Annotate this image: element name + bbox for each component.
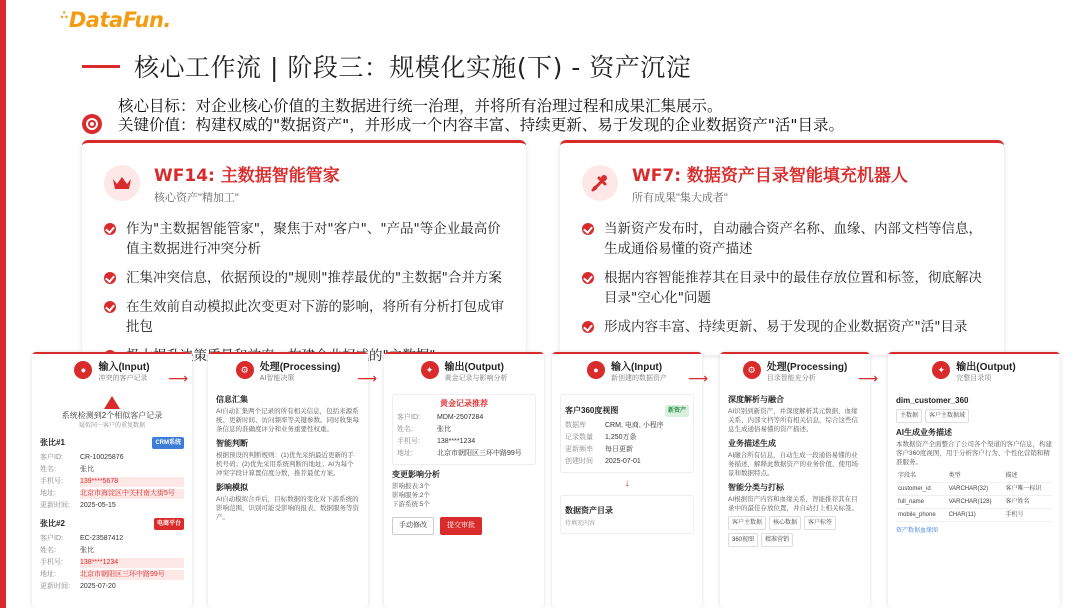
record-row [40,500,184,512]
panel-subtitle: 完整目录项 [956,374,992,382]
field-value: 每日更新 [605,446,633,453]
field-value: 138****1234 [80,558,184,568]
field-value: 张比 [80,547,94,554]
record-title [40,437,184,449]
page-title-row [82,48,691,84]
bullet-item [104,219,512,259]
record-row [40,533,184,545]
wf7-bullets [560,205,1004,337]
table-row [896,496,1052,509]
new-asset-badge: 新资产 [665,405,689,417]
arrow-icon: ⟶ [357,370,378,386]
check-icon [582,223,594,235]
panel-subtitle: 新创建的数据资产 [611,374,667,382]
down-arrow-icon: ↓ [624,478,630,489]
table-cell: customer_id [896,483,947,496]
field-label: 数据库 [565,422,586,429]
step-title: 业务描述生成 [728,439,776,448]
field-value: 139****5678 [80,477,184,487]
output-icon: ✦ [932,361,950,379]
tag-chip[interactable]: 客户主数据域 [925,409,969,423]
table-cell: VARCHAR(32) [947,483,1004,496]
conflict-warning [40,396,184,409]
field-value: 张比 [437,426,451,433]
title-dash [82,65,120,68]
field-value: 北京市朝阳区三环中路99号 [80,570,184,580]
impact-list [392,482,536,509]
asset-row [565,432,689,444]
left-input-panel [32,352,192,608]
dim-table-name: dim_customer_360 [896,396,969,405]
check-icon [104,223,116,235]
table-cell: mobile_phone [896,509,947,522]
target-icon [82,114,102,134]
bullet-item [582,317,990,337]
field-label: 更新频率 [565,446,593,453]
lineage-link[interactable]: 资产数据血缘图 [896,528,939,534]
source-badge: CRM系统 [152,437,184,449]
bullet-text: 汇集冲突信息，依据预设的"规则"推荐最优的"主数据"合并方案 [126,270,502,286]
field-label: 客户ID: [40,535,63,542]
golden-record-title: 黄金记录推荐 [440,399,488,408]
golden-row [397,412,531,424]
wf14-subtitle: 核心资产"精加工" [154,192,239,204]
page-title: 核心工作流 | 阶段三：规模化实施(下) - 资产沉淀 [134,53,692,82]
step-text: AI自动模拟合并后，目标数据的变化对下游系统的影响范围，识别可能受影响的报表、数据服务等资产。 [216,496,359,521]
record-row [40,581,184,593]
arrow-icon: ⟶ [168,370,189,386]
table-cell: CHAR(11) [947,509,1004,522]
panel-title: 处理(Processing) [259,361,341,373]
bullet-text: 当新资产发布时，自动融合资产名称、血缘、内部文档等信息，生成通俗易懂的资产描述 [604,221,982,257]
table-cell: full_name [896,496,947,509]
field-label: 手机号: [40,478,63,485]
processing-steps [728,395,862,513]
tag-chip[interactable]: 客户标签 [804,516,836,530]
wf14-card [82,140,526,355]
record-row [40,452,184,464]
bullet-text: 形成内容丰富、持续更新、易于发现的企业数据资产"活"目录 [604,319,968,335]
step-title: 信息汇集 [216,395,248,404]
tag-chip[interactable]: 主数据 [896,409,922,423]
table-cell: 客户姓名 [1003,496,1052,509]
field-label: 手机号: [40,559,63,566]
field-value: EC-23587412 [80,535,124,542]
field-label: 更新时间: [40,502,70,509]
field-label: 手机号: [397,438,420,445]
tag-chip[interactable]: 精准营销 [761,533,793,547]
golden-row [397,424,531,436]
record-name: 张比#1 [40,438,65,447]
field-value: MDM-2507284 [437,414,484,421]
field-label: 地址: [397,450,413,457]
tag-chip[interactable]: 360视图 [728,533,758,547]
bullet-text: 根据内容智能推荐其在目录中的最佳存放位置和标签，彻底解决目录"空心化"问题 [604,270,982,306]
input-icon: ● [587,361,605,379]
field-label: 姓名: [40,466,56,473]
bullet-item [582,268,990,308]
recommended-tags [728,516,862,547]
field-value: 2025-07-01 [605,458,641,465]
record-row [40,464,184,476]
bullet-item [104,297,512,337]
step-text: 根据预设的判断规则：(1)优先采纳最近更新的手机号码；(2)优先采用系统判断的地址；AI为每个冲突字段计算置信度分数，推荐最优方案。 [216,452,354,477]
tag-chip[interactable]: 客户主数据 [728,516,766,530]
asset-row [565,444,689,456]
field-label: 更新时间: [40,583,70,590]
table-cell: VARCHAR(128) [947,496,1004,509]
bullet-item [582,219,990,259]
asset-row [565,420,689,432]
arrow-icon: ⟶ [688,370,709,386]
field-value: CRM, 电商, 小程序 [605,422,664,429]
step-title: 智能分类与打标 [728,483,784,492]
impact-item: 影响服务:2个 [392,492,430,499]
left-output-panel [384,352,544,608]
field-label: 地址: [40,490,56,497]
catalog-card [560,495,694,534]
submit-approval-button[interactable]: 提交审批 [440,517,482,535]
field-value: 2025-05-15 [80,502,116,509]
panel-subtitle: 黄金记录与影响分析 [444,374,508,382]
field-label: 记录数量 [565,434,593,441]
input-icon: ● [74,361,92,379]
wf14-bullets [82,205,526,366]
table-cell: 客户唯一标识 [1003,483,1052,496]
check-icon [582,321,594,333]
record-row [40,488,184,500]
left-processing-panel [208,352,368,608]
warning-title: 系统检测到2个相似客户记录 [61,411,163,420]
field-value: CR-10025876 [80,454,124,461]
left-accent-bar [0,0,6,608]
table-row [896,483,1052,496]
field-label: 客户ID: [40,454,63,461]
table-cell: 描述 [1003,470,1052,483]
bullet-item [104,268,512,288]
field-value: 138****1234 [437,438,476,445]
datafun-logo: ∴DataFun. [60,8,171,32]
record-row [40,476,184,488]
record-row [40,545,184,557]
table-cell: 类型 [947,470,1004,483]
panel-subtitle: 目录智能充分析 [766,374,816,382]
check-icon [582,272,594,284]
step-text: AI识别到新资产，并深度解析其元数据、血缘关系、内部文档等所有相关信息，综合这些信息生成通俗易懂的资产描述。 [728,408,858,433]
wf14-title: WF14: 主数据智能管家 [154,166,340,186]
field-label: 姓名: [397,426,413,433]
check-icon [104,272,116,284]
step-title: 智能判断 [216,439,248,448]
impact-title: 变更影响分析 [392,470,440,479]
field-label: 地址: [40,571,56,578]
wf7-title: WF7: 数据资产目录智能填充机器人 [632,166,908,186]
catalog-sub: 待填充内容 [565,521,596,527]
step-text: AI根据资产内容和血缘关系，智能推荐其在目录中的最佳存放位置，并自动打上相关标签。 [728,496,858,512]
impact-item: 影响报表:3个 [392,483,430,490]
manual-edit-button[interactable]: 手动修改 [392,517,434,535]
tag-chip[interactable]: 核心数据 [769,516,801,530]
check-icon [104,301,116,313]
field-value: 2025-07-20 [80,583,116,590]
processing-icon: ⚙ [236,361,254,379]
field-label: 创建时间 [565,458,593,465]
impact-item: 下游系统:5个 [392,501,430,508]
tools-icon [582,165,618,201]
panel-title: 输入(Input) [98,361,150,373]
record-title [40,518,184,530]
field-value: 北京市海淀区中关村南大街5号 [80,489,184,499]
output-icon: ✦ [421,361,439,379]
bullet-text: 作为"主数据智能管家"，聚焦于对"客户"、"产品"等企业最高价值主数据进行冲突分析 [126,221,501,257]
source-badge: 电商平台 [154,518,184,530]
right-processing-panel [720,352,870,608]
record-name: 张比#2 [40,519,65,528]
record-row [40,569,184,581]
golden-row [397,436,531,448]
key-value: 关键价值：构建权威的"数据资产"，并形成一个内容丰富、持续更新、易于发现的企业数据资产"活"目录。 [118,116,845,134]
field-value: 张比 [80,466,94,473]
conflict-records [40,437,184,593]
asset-name: 客户360度视图 [565,406,619,415]
panel-subtitle: AI智能决策 [259,374,295,382]
step-text: AI融合所有信息，自动生成一段通俗易懂的业务描述，解释此数据资产的业务价值、使用场景和数据特点。 [728,452,858,477]
step-title: 影响模拟 [216,483,248,492]
key-value-row [82,113,844,135]
crown-icon [104,165,140,201]
bullet-text: 在生效前自动模拟此次变更对下游的影响，将所有分析打包成审批包 [126,299,504,335]
desc-title: AI生成业务描述 [896,428,952,437]
panel-title: 输入(Input) [611,361,663,373]
table-row [896,470,1052,483]
field-label: 客户ID: [397,414,420,421]
field-value: 北京市朝阳区三环中路99号 [437,450,522,457]
right-output-panel [888,352,1060,608]
table-cell: 手机号 [1003,509,1052,522]
panel-subtitle: 冲突的客户记录 [98,374,148,382]
panel-title: 处理(Processing) [766,361,848,373]
field-label: 姓名: [40,547,56,554]
core-goal: 核心目标：对企业核心价值的主数据进行统一治理，并将所有治理过程和成果汇集展示。 [118,97,723,115]
table-row [896,509,1052,522]
field-value: 1,250万条 [605,434,637,441]
step-text: AI自动汇集两个记录的所有相关信息，包括来源系统、更新时间、访问频率等关键参数。同时收集每条信息的准确度评分和业务重要性权重。 [216,408,359,433]
catalog-label: 数据资产目录 [565,506,613,515]
processing-steps [208,386,368,526]
column-table [896,470,1052,522]
wf7-subtitle: 所有成果"集大成者" [632,192,728,204]
golden-record [392,394,536,465]
processing-icon: ⚙ [743,361,761,379]
new-asset-card [560,394,694,473]
right-input-panel [552,352,702,608]
panel-title: 输出(Output) [956,361,1016,373]
golden-row [397,448,531,460]
panel-title: 输出(Output) [444,361,504,373]
wf7-card [560,140,1004,355]
desc-text: 本数据资产全面整合了公司各个渠道的客户信息，构建客户360度视图，用于分析客户行为、个性化营销和精准服务。 [896,441,1052,466]
warning-subtitle: 疑似同一客户的重复数据 [78,423,145,429]
warning-icon [104,396,120,409]
table-cell: 字段名 [896,470,947,483]
dim-tags [896,409,1052,423]
step-title: 深度解析与融合 [728,395,784,404]
asset-row [565,456,689,468]
record-row [40,557,184,569]
arrow-icon: ⟶ [858,370,879,386]
